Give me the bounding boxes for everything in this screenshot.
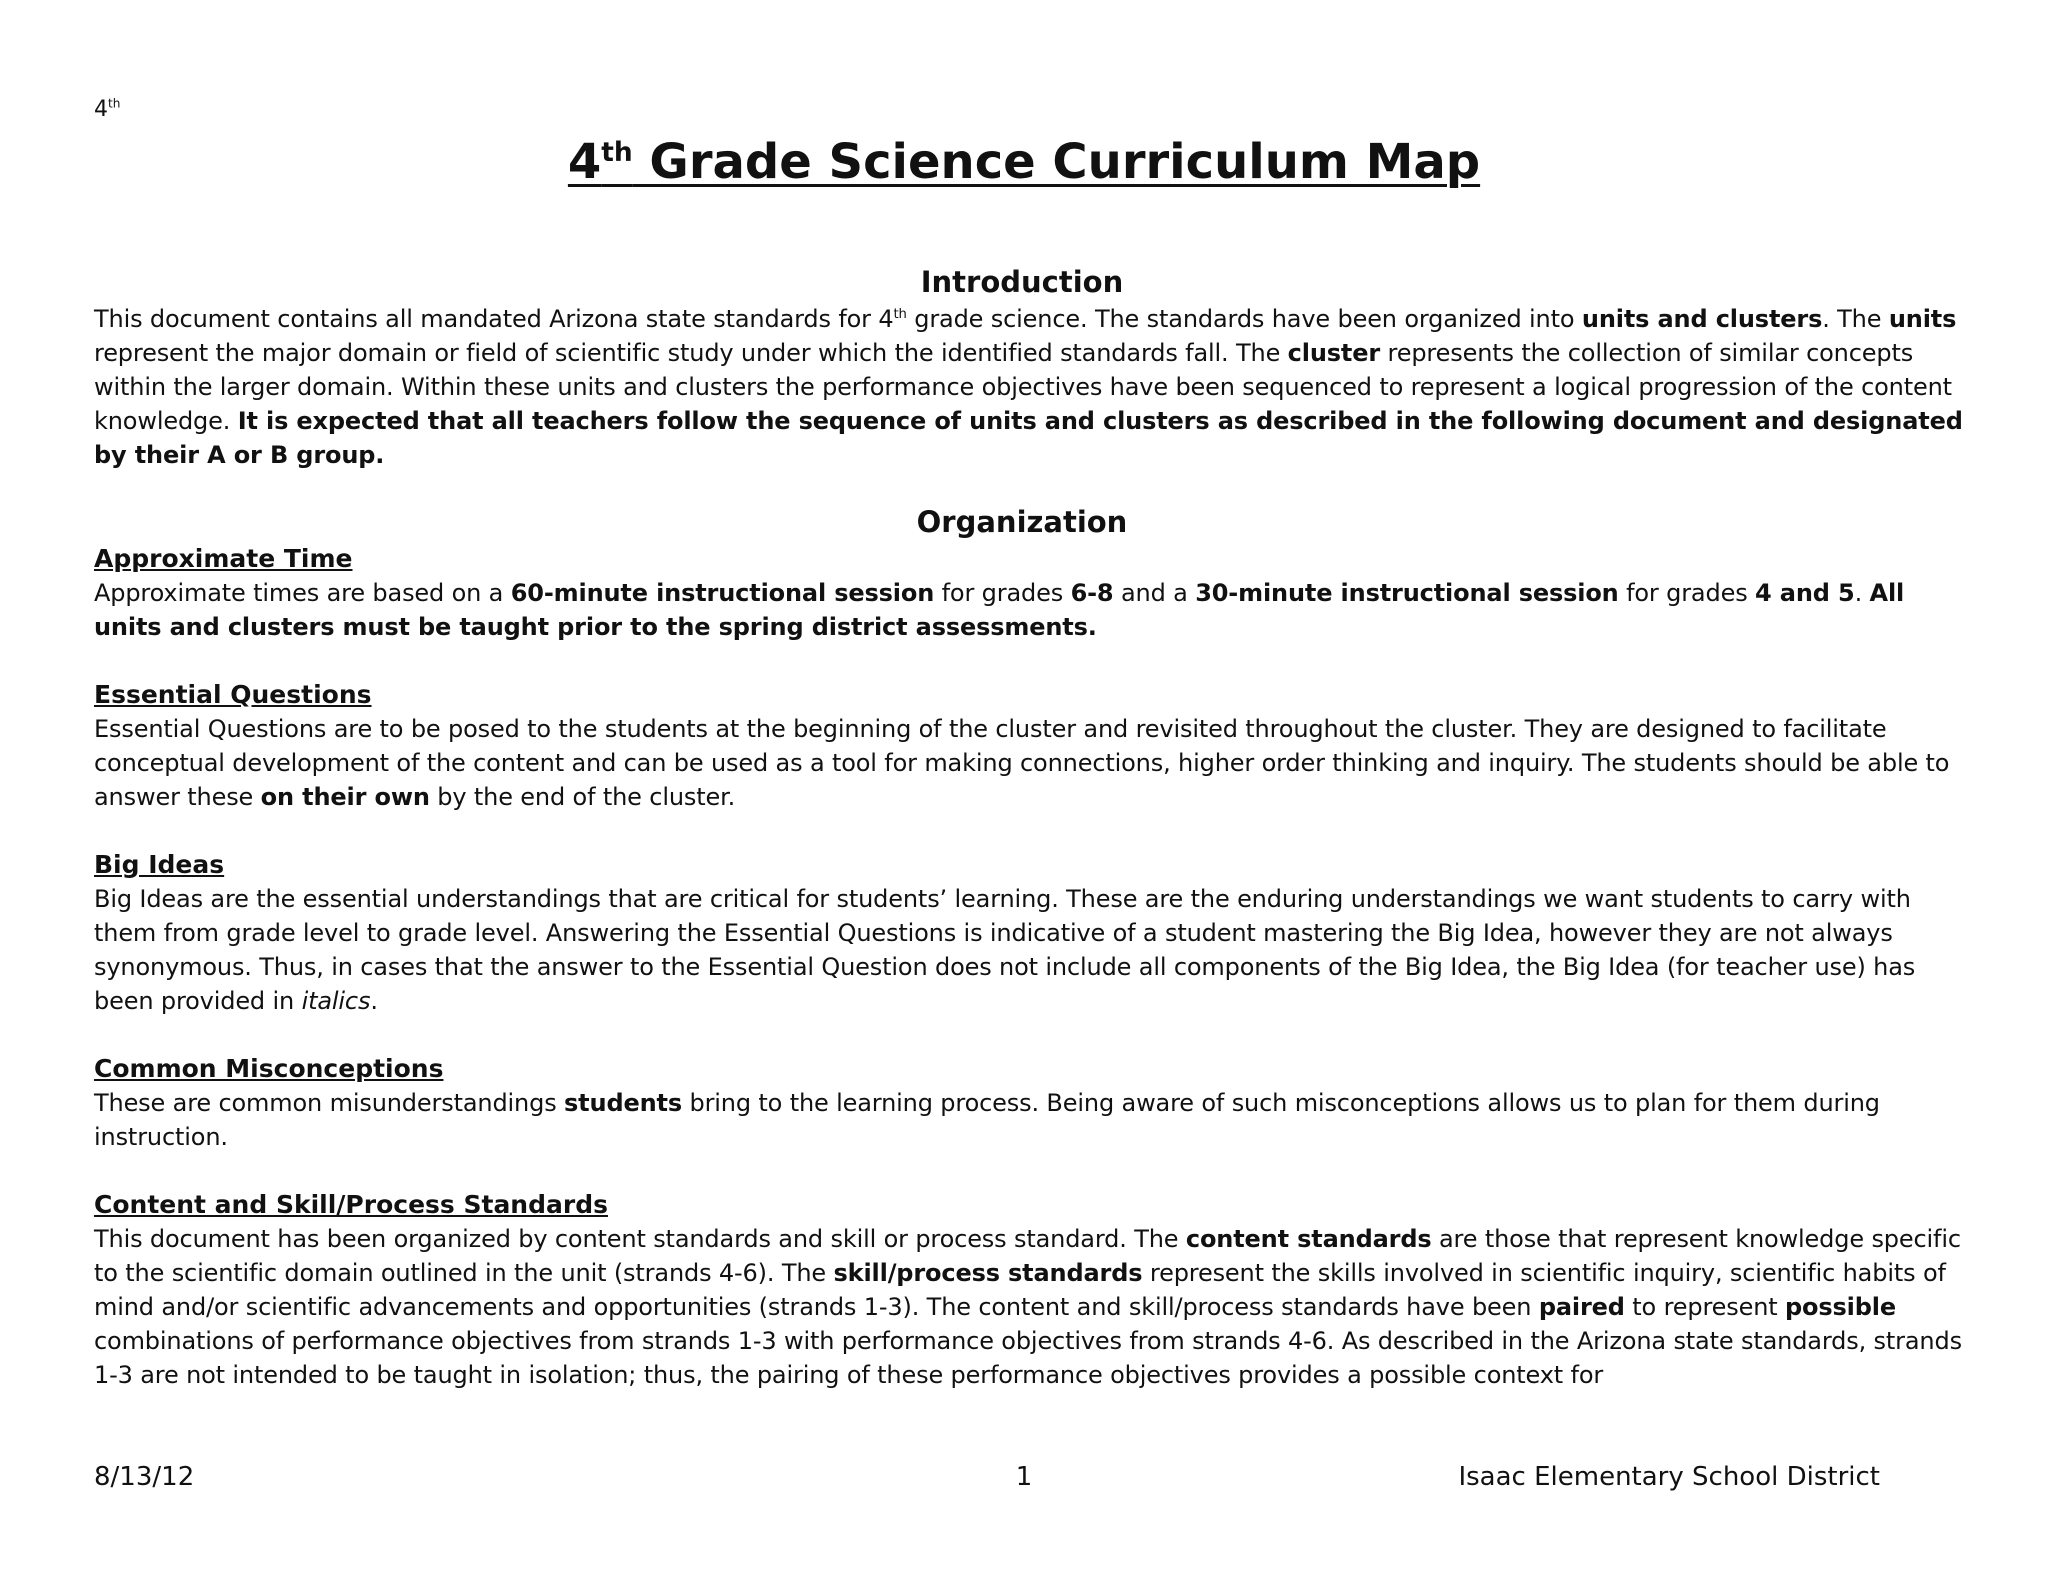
introduction-heading: Introduction [920, 265, 1124, 299]
title-text: Grade Science Curriculum Map [632, 134, 1481, 190]
essential-questions-heading: Essential Questions [94, 680, 372, 709]
page-title [0, 132, 2048, 192]
common-misconceptions-section [94, 1052, 1974, 1154]
essential-questions-section [94, 678, 1974, 814]
introduction-paragraph: This document contains all mandated Arizona state standards for 4th grade science. The standards have been organized into units and clusters. The units represent the major domain or field of scientific study under which the identified standards fall. The cluster represents the collection of similar concepts within the larger domain. Within these units and clusters the performance objectives have been sequenced to represent a logical progression of the content knowledge. It is expected that all teachers follow the sequence of units and clusters as described in the following document and designated by their A or B group. [94, 305, 1963, 469]
corner-grade-number: 4 [94, 97, 108, 122]
content-standards-paragraph: This document has been organized by content standards and skill or process standard. The content standards are those that represent knowledge specific to the scientific domain outlined in the unit (strands 4-6). The skill/process standards represent the skills involved in scientific inquiry, scientific habits of mind and/or scientific advancements and opportunities (strands 1-3). The content and skill/process standards have been paired to represent possible combinations of performance objectives from strands 1-3 with performance objectives from strands 4-6. As described in the Arizona state standards, strands 1-3 are not intended to be taught in isolation; thus, the pairing of these performance objectives provides a possible context for [94, 1225, 1962, 1389]
big-ideas-paragraph: Big Ideas are the essential understandings that are critical for students’ learning. These are the enduring understandings we want students to carry with them from grade level to grade level. Answering the Essential Questions is indicative of a student mastering the Big Idea, however they are not always synonymous. Thus, in cases that the answer to the Essential Question does not include all components of the Big Idea, the Big Idea (for teacher use) has been provided in italics. [94, 885, 1916, 1015]
approximate-time-paragraph: Approximate times are based on a 60-minute instructional session for grades 6-8 and a 30-minute instructional session for grades 4 and 5. All units and clusters must be taught prior to the spring district assessments. [94, 579, 1905, 641]
corner-grade-mark [94, 96, 120, 124]
footer-organization: Isaac Elementary School District [1458, 1462, 1880, 1492]
common-misconceptions-paragraph: These are common misunderstandings students bring to the learning process. Being aware of such misconceptions allows us to plan for them during instruction. [94, 1089, 1880, 1151]
big-ideas-section [94, 848, 1974, 1018]
footer-date: 8/13/12 [94, 1462, 195, 1492]
corner-grade-suffix: th [108, 96, 121, 111]
approximate-time-section [94, 542, 1974, 644]
content-standards-heading: Content and Skill/Process Standards [94, 1190, 608, 1219]
footer-page-number: 1 [1015, 1462, 1033, 1492]
title-grade-suffix: th [601, 137, 633, 168]
big-ideas-heading: Big Ideas [94, 850, 225, 879]
organization-heading: Organization [916, 505, 1128, 539]
content-standards-section [94, 1188, 1974, 1392]
approximate-time-heading: Approximate Time [94, 544, 353, 573]
common-misconceptions-heading: Common Misconceptions [94, 1054, 444, 1083]
title-grade-number: 4 [567, 134, 602, 190]
document-body [94, 262, 1974, 1392]
essential-questions-paragraph: Essential Questions are to be posed to the students at the beginning of the cluster and revisited throughout the cluster. They are designed to facilitate conceptual development of the content and can be used as a tool for making connections, higher order thinking and inquiry. The students should be able to answer these on their own by the end of the cluster. [94, 715, 1950, 811]
